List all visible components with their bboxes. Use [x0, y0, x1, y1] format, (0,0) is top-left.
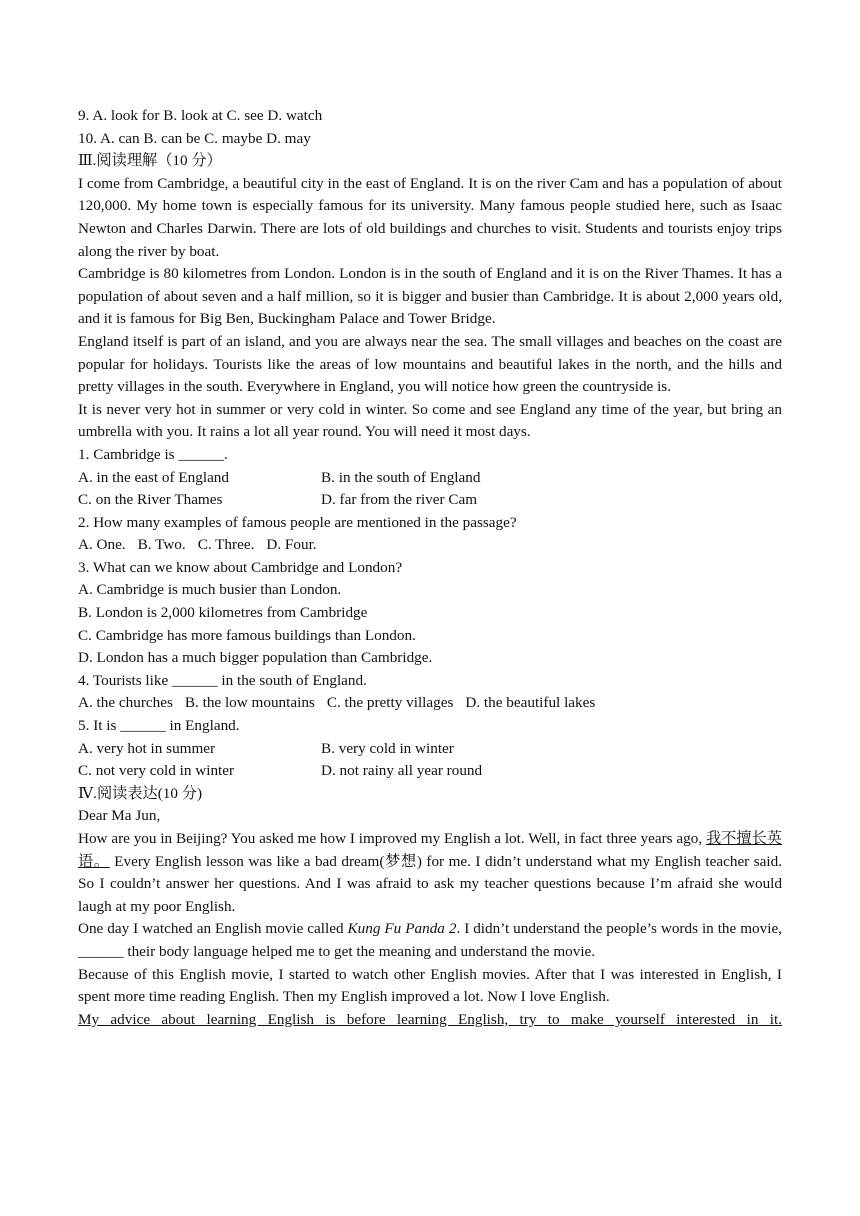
option-b: B. the low mountains — [184, 694, 315, 712]
question-2-stem: 2. How many examples of famous people are mentioned in the passage? — [78, 513, 517, 531]
underlined-translation-sentence: 我不擅长英语。 — [78, 830, 782, 870]
question-4-options-row — [78, 692, 782, 715]
question-10-options: 10. A. can B. can be C. maybe D. may — [78, 129, 311, 147]
passage-paragraph: Cambridge is 80 kilometres from London. London is in the south of England and it is on the River Thames. It has a population of about seven and a half million, so it is bigger and busier than Cambridge. It is about 2,000 years old, and it is famous for Big Ben, Buckingham Palace and Tower Bridge. — [78, 265, 782, 328]
passage-paragraph: England itself is part of an island, and you are always near the sea. The small villages and beaches on the coast are popular for holidays. Tourists like the areas of low mountains and beautiful lakes in the north, and the hills and pretty villages in the south. Everywhere in England, you will notice how green the countryside is. — [78, 332, 782, 396]
option-c: C. Cambridge has more famous buildings than London. — [78, 626, 416, 644]
option-c: C. on the River Thames — [78, 491, 223, 509]
option-d: D. not rainy all year round — [321, 762, 483, 780]
option-b: B. in the south of England — [321, 468, 481, 486]
letter-text: Every English lesson was like a bad dream(梦想) for me. I didn’t understand what my English teacher said. So I couldn’t answer her questions. And I was afraid to ask my teacher questions because I’m afraid she would laugh at my poor English. — [78, 852, 782, 915]
option-d: D. London has a much bigger population than Cambridge. — [78, 649, 433, 667]
letter-paragraph-3: Because of this English movie, I started to watch other English movies. After that I was interested in English, I spent more time reading English. Then my English improved a lot. Now I love English. — [78, 965, 782, 1006]
question-9-options: 9. A. look for B. look at C. see D. watch — [78, 107, 323, 124]
question-1-options-row — [78, 467, 782, 490]
letter-paragraph-2 — [78, 918, 782, 963]
option-a: A. Cambridge is much busier than London. — [78, 581, 342, 599]
option-a: A. in the east of England — [78, 468, 229, 486]
document-page — [78, 105, 782, 1031]
question-3-stem: 3. What can we know about Cambridge and London? — [78, 558, 403, 576]
question-1-stem: 1. Cambridge is ______. — [78, 445, 228, 463]
option-b: B. very cold in winter — [321, 739, 454, 757]
letter-text: . I didn’t understand the people’s words in the movie, ______ their body language helped me to get the meaning and understand the movie. — [78, 920, 782, 960]
option-a: A. One. — [78, 536, 126, 554]
letter-text: One day I watched an English movie called — [78, 920, 348, 938]
section-4-heading: Ⅳ.阅读表达(10 分) — [78, 784, 203, 802]
option-d: D. Four. — [266, 536, 317, 554]
letter-greeting: Dear Ma Jun, — [78, 807, 161, 825]
letter-text: How are you in Beijing? You asked me how I improved my English a lot. Well, in fact three years ago, — [78, 830, 706, 847]
question-5-stem: 5. It is ______ in England. — [78, 717, 240, 735]
letter-paragraph-1 — [78, 828, 782, 918]
option-b: B. London is 2,000 kilometres from Cambridge — [78, 604, 368, 622]
option-b: B. Two. — [137, 536, 186, 554]
passage-paragraph: I come from Cambridge, a beautiful city in the east of England. It is on the river Cam and has a population of about 120,000. My home town is especially famous for its university. Many famous people studied here, such as Isaac Newton and Charles Darwin. There are lots of old buildings and churches to visit. Students and tourists enjoy trips along the river by boat. — [78, 174, 782, 260]
option-d: D. the beautiful lakes — [465, 694, 596, 712]
option-c: C. the pretty villages — [326, 694, 454, 712]
option-a: A. very hot in summer — [78, 739, 216, 757]
question-4-stem: 4. Tourists like ______ in the south of England. — [78, 671, 367, 689]
option-a: A. the churches — [78, 694, 173, 712]
option-d: D. far from the river Cam — [321, 491, 478, 509]
question-2-options-row — [78, 534, 782, 557]
option-c: C. not very cold in winter — [78, 762, 235, 780]
option-c: C. Three. — [197, 536, 255, 554]
movie-title: Kung Fu Panda 2 — [347, 920, 457, 938]
passage-paragraph: It is never very hot in summer or very cold in winter. So come and see England any time of the year, but bring an umbrella with you. It rains a lot all year round. You will need it most days. — [78, 400, 782, 441]
question-5-options-row — [78, 760, 782, 783]
question-5-options-row — [78, 738, 782, 761]
question-1-options-row — [78, 489, 782, 512]
underlined-advice-sentence: My advice about learning English is before learning English, try to make yourself interested in it. — [78, 1010, 782, 1028]
section-3-heading: Ⅲ.阅读理解（10 分） — [78, 152, 222, 170]
